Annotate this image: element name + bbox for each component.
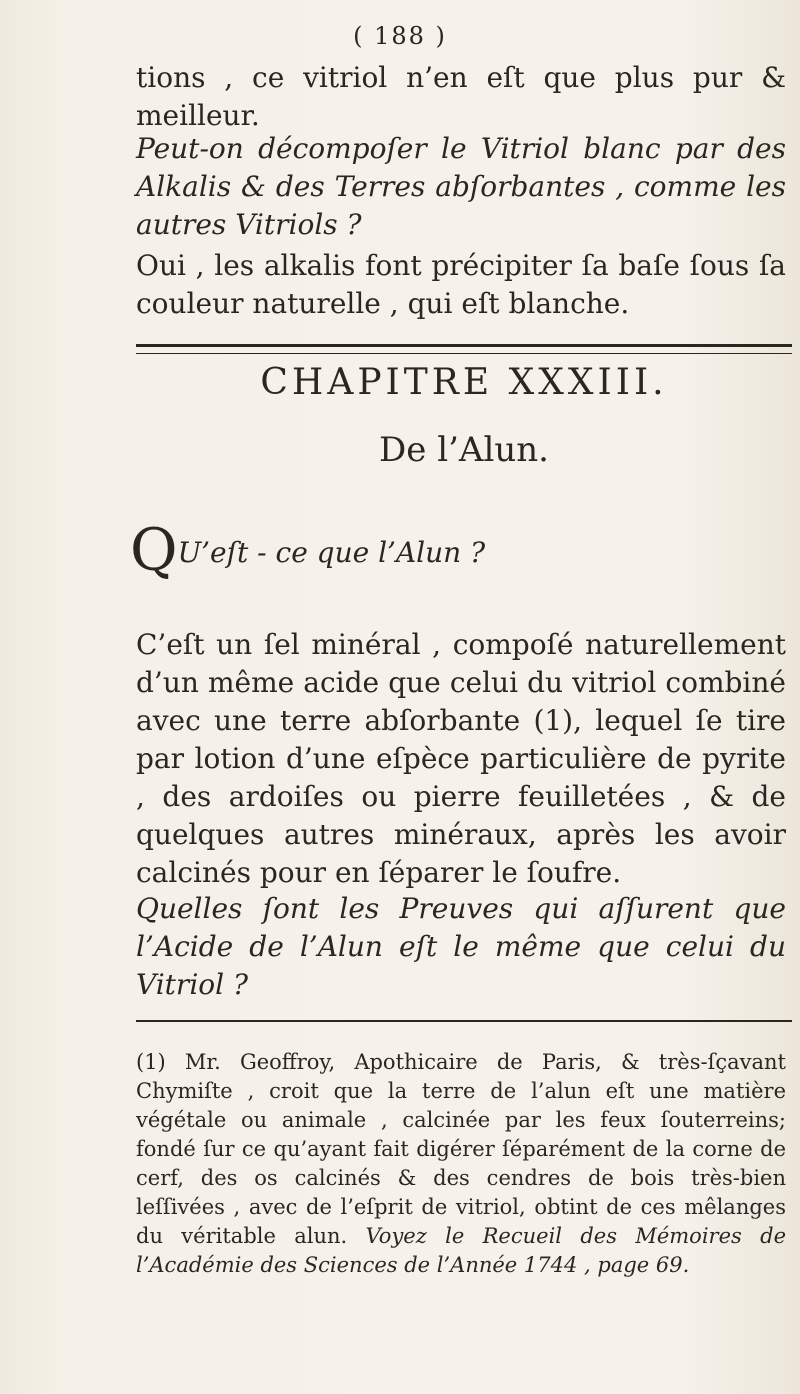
footnote-text: (1) Mr. Geoffroy, Apothicaire de Paris, & très-ſçavant Chymiſte , croit que la terre de l’alun eſt une matière végétale ou animale , calcinée par les feux ſouterreins; fondé ſur ce qu’ayant fait digérer ſéparément de la corne de cerf, des os calcinés & des cendres de bois très-bien leſſivées , avec de l’eſprit de vitriol, obtint de ces mêlanges du véritable alun. xyxy=(136,1050,786,1248)
footnote-reference: Voyez le Recueil des Mémoires de l’Académie des Sciences de l’Année 1744 , page 69. xyxy=(136,1224,786,1277)
question-2-text: U’eſt - ce que l’Alun ? xyxy=(177,536,486,569)
intro-paragraph: tions , ce vitriol n’en eſt que plus pur & meilleur. xyxy=(136,61,786,132)
chapter-subject: De l’Alun. xyxy=(379,430,549,470)
footnote xyxy=(136,1048,786,1280)
drop-cap: Q xyxy=(130,516,178,584)
chapter-rule xyxy=(136,344,792,354)
answer-2: C’eſt un ſel minéral , compoſé naturellement d’un même acide que celui du vitriol combiné avec une terre abſorbante (1), lequel ſe tire par lotion d’une eſpèce particulière de pyrite , des ardoiſes ou pierre feuilletées , & de quelques autres minéraux, après les avoir calcinés pour en ſéparer le ſoufre. xyxy=(136,628,786,889)
question-1: Peut-on décompoſer le Vitriol blanc par des Alkalis & des Terres abſorbantes , comme les autres Vitriols ? xyxy=(136,132,786,241)
chapter-title: CHAPITRE XXXIII. xyxy=(260,362,668,403)
footnote-rule xyxy=(136,1020,792,1022)
question-2 xyxy=(130,516,786,584)
answer-1: Oui , les alkalis font précipiter ſa baſe ſous ſa couleur naturelle , qui eſt blanche. xyxy=(136,249,786,320)
question-3: Quelles ſont les Preuves qui aſſurent que l’Acide de l’Alun eſt le même que celui du Vitriol ? xyxy=(136,892,786,1001)
page-number: ( 188 ) xyxy=(353,22,447,50)
